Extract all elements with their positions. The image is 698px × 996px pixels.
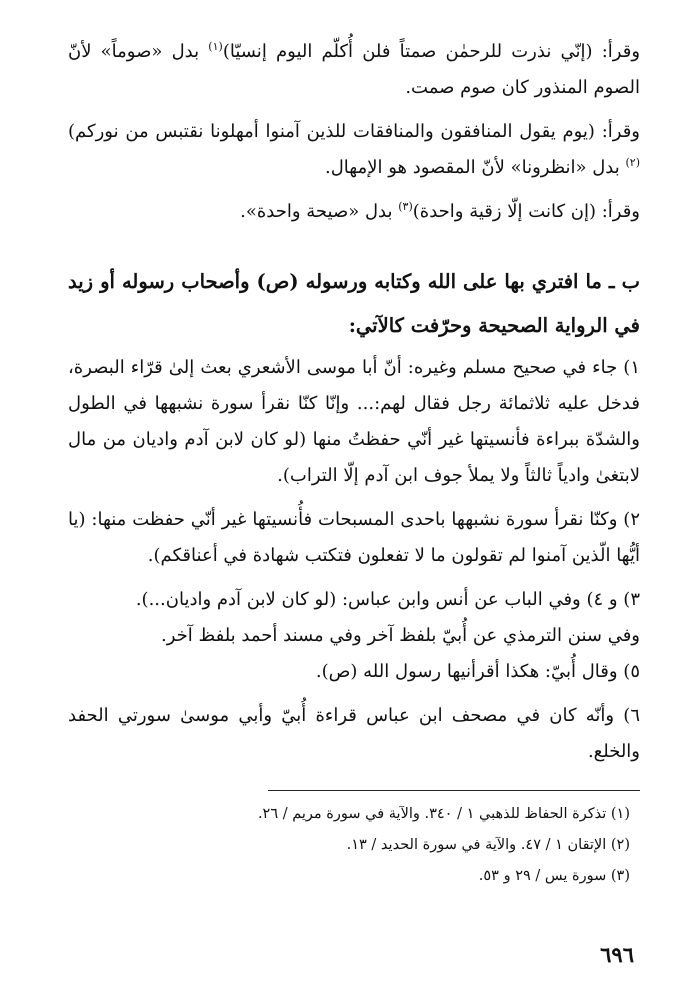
section-heading: ب ـ ما افتري بها على الله وكتابه ورسوله (ص) وأصحاب رسوله أو زيد في الرواية الصحيحة وحرّفت كالآتي:: [68, 270, 640, 337]
item-6: ٦) وأنّه كان في مصحف ابن عباس قراءة أُبيّ وأبي موسىٰ سورتي الحفد والخلع.: [68, 705, 640, 762]
footnote-ref-2: (٢): [625, 156, 640, 169]
item-5: ٥) وقال أُبيّ: هكذا أقرأنيها رسول الله (ص).: [315, 661, 640, 682]
footnote-2: (٢) الإتقان ١ / ٤٧. والآية في سورة الحديد / ١٣.: [346, 837, 630, 853]
footnote-1: (١) تذكرة الحفاظ للذهبي ١ / ٣٤٠. والآية في سورة مريم / ٢٦.: [257, 806, 630, 822]
item-3-4-continued: وفي سنن الترمذي عن أُبيّ بلفظ آخر وفي مسند أحمد بلفظ آخر.: [161, 625, 640, 646]
reading-3: [68, 194, 640, 230]
page-body: [68, 34, 640, 892]
item-3-4: ٣) و ٤) وفي الباب عن أنس وابن عباس: (لو كان لابن آدم واديان...).: [135, 589, 640, 610]
item-2: ٢) وكنّا نقرأ سورة نشبهها باحدى المسبحات فأُنسيتها غير أنّي حفظت منها: (يا أيُّها الّذين آمنوا لم تقولون ما لا تفعلون فتكتب شهادة في أعناقكم).: [68, 509, 640, 566]
reading-1-tail: بدل «صوماً» لأنّ الصوم المنذور كان صوم صمت.: [68, 41, 640, 98]
footnote-ref-1: (١): [208, 40, 223, 53]
item-1: ١) جاء في صحيح مسلم وغيره: أنّ أبا موسى الأشعري بعث إلىٰ قرّاء البصرة، فدخل عليه ثلاثمائة رجل فقال لهم:... وإنّا كنّا نقرأ سورة نشبهها في الطول والشدّة ببراءة فأنسيتها غير أنّي حفظتُ منها (لو كان لابن آدم واديان من مال لابتغىٰ وادياً ثالثاً ولا يملأ جوف ابن آدم إلّا التراب).: [68, 357, 640, 486]
reading-3-text: وقرأ: (إن كانت إلّا زقية واحدة): [412, 201, 640, 222]
reading-3-tail: بدل «صيحة واحدة».: [240, 201, 399, 222]
footnote-3: (٣) سورة يس / ٢٩ و ٥٣.: [478, 868, 630, 884]
footnote-divider: [268, 790, 640, 791]
reading-2: [68, 114, 640, 186]
reading-1: [68, 34, 640, 106]
reading-2-tail: بدل «انظرونا» لأنّ المقصود هو الإمهال.: [325, 157, 626, 178]
reading-2-text: وقرأ: (يوم يقول المنافقون والمنافقات للذين آمنوا أمهلونا نقتبس من نوركم): [68, 121, 640, 142]
page-number: ٦٩٦: [600, 942, 634, 967]
footnote-ref-3: (٣): [398, 200, 413, 213]
reading-1-text: وقرأ: (إنّي نذرت للرحمٰن صمتاً فلن أُكلّم اليوم إنسيّا): [222, 41, 641, 62]
